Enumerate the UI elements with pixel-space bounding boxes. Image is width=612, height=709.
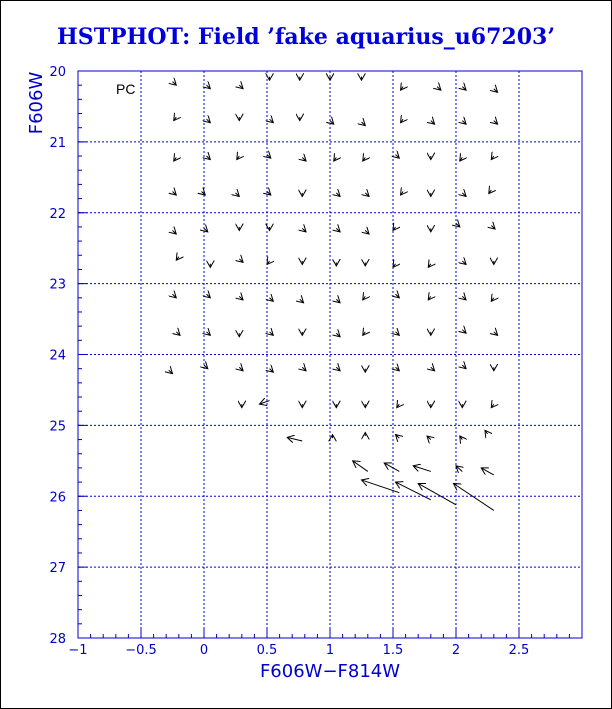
offset-vector: [302, 157, 306, 161]
offset-vector: [259, 401, 269, 405]
x-axis-label: F606W−F814W: [259, 661, 401, 682]
offset-vector: [207, 85, 211, 89]
offset-vector: [207, 119, 211, 123]
offset-vector: [462, 365, 466, 369]
tick-layer: [49, 65, 582, 658]
x-tick-label: 2.5: [508, 643, 530, 658]
y-tick-label: 21: [49, 135, 66, 151]
offset-vector: [334, 157, 337, 161]
offset-vector: [396, 367, 400, 371]
y-tick-label: 23: [49, 277, 66, 293]
offset-vector: [173, 82, 177, 86]
y-tick-label: 25: [49, 419, 66, 435]
offset-vector: [287, 437, 302, 441]
offset-vector: [239, 85, 243, 89]
offset-vector: [396, 435, 400, 439]
offset-vector: [204, 365, 208, 369]
offset-vector: [176, 257, 179, 261]
panel-label: PC: [116, 81, 136, 97]
offset-vector: [462, 87, 466, 91]
y-tick-label: 24: [49, 348, 66, 364]
offset-vector: [401, 87, 404, 91]
offset-vector: [494, 332, 498, 336]
offset-vector: [267, 155, 271, 159]
offset-vector: [239, 367, 243, 371]
offset-vector: [302, 228, 306, 232]
offset-vector: [267, 261, 270, 265]
offset-vector: [456, 223, 460, 227]
offset-vector: [491, 156, 494, 160]
offset-vector: [270, 298, 274, 302]
offset-vector: [302, 367, 306, 371]
offset-vector: [270, 119, 274, 123]
offset-vector: [489, 190, 492, 194]
offset-vector: [491, 404, 494, 408]
offset-vector: [173, 230, 177, 234]
offset-vector: [365, 230, 369, 234]
offset-vector: [336, 299, 340, 303]
offset-vector: [239, 259, 243, 263]
offset-vector: [336, 228, 340, 232]
offset-vector: [494, 121, 498, 125]
x-tick-label: 1: [325, 643, 335, 658]
offset-vector: [267, 191, 271, 195]
offset-vector: [437, 87, 441, 91]
offset-vector: [431, 121, 435, 125]
offset-vector: [491, 298, 494, 302]
offset-vector: [413, 466, 431, 472]
grid-layer: [78, 71, 582, 638]
x-tick-label: −0.5: [125, 643, 157, 658]
offset-vector: [427, 436, 431, 440]
offset-vector: [462, 330, 466, 334]
offset-vector: [428, 264, 431, 268]
offset-vector: [239, 296, 243, 300]
offset-vector: [384, 463, 399, 472]
offset-vector: [456, 466, 462, 472]
offset-vector: [207, 156, 211, 160]
offset-vector: [173, 294, 177, 298]
chart-title: HSTPHOT: Field ’fake aquarius_u67203’: [57, 24, 555, 50]
offset-vector: [236, 193, 240, 197]
offset-vector: [396, 482, 431, 500]
y-tick-label: 20: [49, 65, 66, 80]
offset-vector: [207, 294, 211, 298]
x-tick-label: 0: [199, 643, 209, 658]
offset-vector: [462, 193, 466, 197]
offset-vector: [336, 367, 340, 371]
x-tick-label: −1: [68, 643, 88, 658]
offset-vector: [173, 191, 177, 195]
offset-vector: [401, 191, 404, 195]
offset-vector: [330, 121, 334, 125]
offset-vector: [485, 430, 488, 434]
offset-vector: [453, 483, 493, 510]
offset-vector: [174, 117, 177, 121]
offset-vector: [353, 461, 368, 472]
offset-vector: [362, 480, 400, 493]
offset-vector: [481, 468, 494, 475]
offset-vector: [237, 156, 240, 160]
offset-vector: [401, 119, 404, 123]
offset-vector: [169, 370, 173, 374]
offset-vector: [336, 333, 340, 337]
offset-vector: [270, 332, 274, 336]
y-tick-label: 27: [49, 561, 66, 577]
offset-vector: [207, 332, 211, 336]
offset-vector: [462, 296, 466, 300]
offset-vector: [396, 155, 400, 159]
offset-vector: [365, 193, 369, 197]
offset-vector: [300, 299, 304, 303]
y-tick-label: 26: [49, 490, 66, 506]
offset-vector: [397, 404, 400, 408]
offset-vector: [491, 226, 495, 230]
x-tick-label: 1.5: [382, 643, 404, 658]
x-tick-label: 2: [451, 643, 461, 658]
y-tick-label: 28: [49, 632, 66, 647]
offset-vector: [336, 193, 340, 197]
offset-vector: [396, 332, 400, 336]
offset-vector: [363, 332, 366, 336]
offset-vector: [176, 332, 180, 336]
x-tick-label: 0.5: [256, 643, 278, 658]
offset-vector: [362, 122, 366, 126]
offset-vector: [363, 157, 366, 161]
offset-vector: [270, 369, 274, 373]
y-tick-label: 22: [49, 206, 66, 222]
offset-vector: [494, 89, 498, 93]
offset-vector: [428, 296, 431, 300]
offset-vector: [174, 157, 177, 161]
offset-vector: [462, 261, 466, 265]
offset-vector: [396, 294, 400, 298]
offset-vector: [418, 483, 456, 504]
offset-vector: [201, 191, 205, 195]
offset-vector: [431, 367, 435, 371]
y-axis-label: F606W: [26, 71, 47, 135]
offset-vector: [204, 228, 208, 232]
offset-vector: [460, 436, 463, 440]
offset-vector: [460, 157, 463, 161]
offset-vector: [363, 296, 366, 300]
offset-vector: [462, 121, 466, 125]
